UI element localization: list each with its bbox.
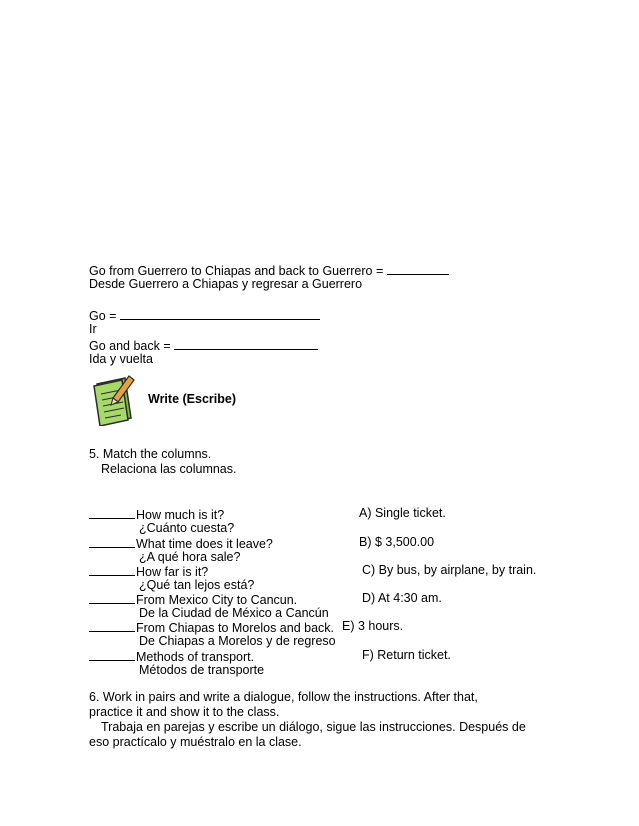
answer-f: F) Return ticket. <box>362 648 451 662</box>
answer-b: B) $ 3,500.00 <box>359 535 435 549</box>
ex6-line-2: practice it and show it to the class. <box>89 705 280 719</box>
answer-a: A) Single ticket. <box>359 506 446 520</box>
question-3-es: ¿Qué tan lejos está? <box>139 578 255 592</box>
answer-c: C) By bus, by airplane, by train. <box>362 563 537 577</box>
question-1: How much is it? <box>89 506 224 523</box>
question-2: What time does it leave? <box>89 535 273 552</box>
go-back-blank[interactable] <box>174 337 318 350</box>
round-trip-line-es: Desde Guerrero a Chiapas y regresar a Guerrero <box>89 277 363 291</box>
match-blank-6[interactable] <box>89 648 135 661</box>
question-2-es: ¿A qué hora sale? <box>139 550 241 564</box>
go-back-es: Ida y vuelta <box>89 352 153 366</box>
write-label: Write (Escribe) <box>148 392 236 406</box>
go-blank[interactable] <box>120 307 320 320</box>
match-blank-3[interactable] <box>89 563 135 576</box>
round-trip-line: Go from Guerrero to Chiapas and back to Guerrero = <box>89 262 449 279</box>
question-5-es: De Chiapas a Morelos y de regreso <box>139 634 336 648</box>
question-6: Methods of transport. <box>89 648 254 665</box>
ex6-line-1: 6. Work in pairs and write a dialogue, follow the instructions. After that, <box>89 690 478 704</box>
question-4-es: De la Ciudad de México a Cancún <box>139 606 329 620</box>
question-5: From Chiapas to Morelos and back. <box>89 619 334 636</box>
ex5-title-es: Relaciona las columnas. <box>101 462 237 476</box>
notepad-pencil-icon <box>91 374 135 426</box>
answer-blank[interactable] <box>387 262 449 275</box>
match-blank-4[interactable] <box>89 591 135 604</box>
match-blank-1[interactable] <box>89 506 135 519</box>
question-6-es: Métodos de transporte <box>139 663 265 677</box>
match-blank-5[interactable] <box>89 619 135 632</box>
go-back-line: Go and back = <box>89 337 318 354</box>
go-es: Ir <box>89 322 97 336</box>
go-line: Go = <box>89 307 320 324</box>
question-4: From Mexico City to Cancun. <box>89 591 297 608</box>
ex5-title: 5. Match the columns. <box>89 447 212 461</box>
answer-e: E) 3 hours. <box>342 619 404 633</box>
answer-d: D) At 4:30 am. <box>362 591 442 605</box>
ex6-line-4: eso practícalo y muéstralo en la clase. <box>89 735 302 749</box>
match-blank-2[interactable] <box>89 535 135 548</box>
question-3: How far is it? <box>89 563 208 580</box>
question-1-es: ¿Cuánto cuesta? <box>139 521 235 535</box>
ex6-line-3: Trabaja en parejas y escribe un diálogo, sigue las instrucciones. Después de <box>101 720 526 734</box>
